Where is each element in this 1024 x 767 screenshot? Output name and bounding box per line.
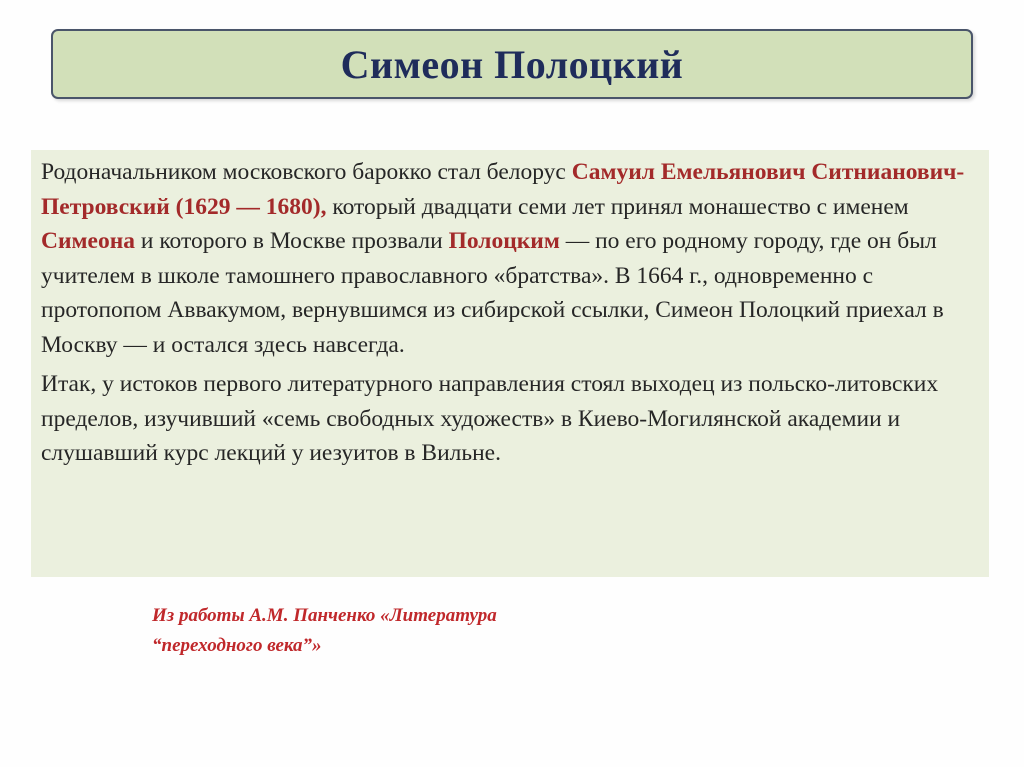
paragraph-1-text-4: — по его родному городу, где он был учителем в школе тамошнего православного «братства». В 1664 г., одновременно с протопопом Аввакумом, вернувшимся из сибирской ссылки, Симеон Полоцкий приехал в Москву — и остался здесь навсегда. — [41, 228, 944, 358]
source-citation — [152, 601, 672, 661]
citation-line-2: “переходного века”» — [152, 635, 322, 656]
slide-title: Симеон Полоцкий — [340, 41, 684, 87]
title-banner — [51, 29, 973, 99]
highlight-full-name: Самуил Емельянович Ситнианович-Петровский (1629 — 1680), — [41, 159, 965, 220]
paragraph-1 — [41, 155, 975, 362]
highlight-nickname: Полоцким — [448, 228, 560, 254]
paragraph-1-text-1: Родоначальником московского барокко стал белорус — [41, 159, 572, 185]
highlight-monastic-name: Симеона — [41, 228, 135, 254]
main-text-box — [31, 150, 989, 577]
citation-line-1: Из работы А.М. Панченко «Литература — [152, 605, 497, 626]
paragraph-1-text-3: и которого в Москве прозвали — [135, 228, 449, 254]
paragraph-1-text-2: который двадцати семи лет принял монашество с именем — [326, 193, 909, 220]
paragraph-2: Итак, у истоков первого литературного направления стоял выходец из польско-литовских пределов, изучивший «семь свободных художеств» в Киево-Могилянской академии и слушавший курс лекций у иезуитов в Вильне. — [41, 371, 939, 466]
